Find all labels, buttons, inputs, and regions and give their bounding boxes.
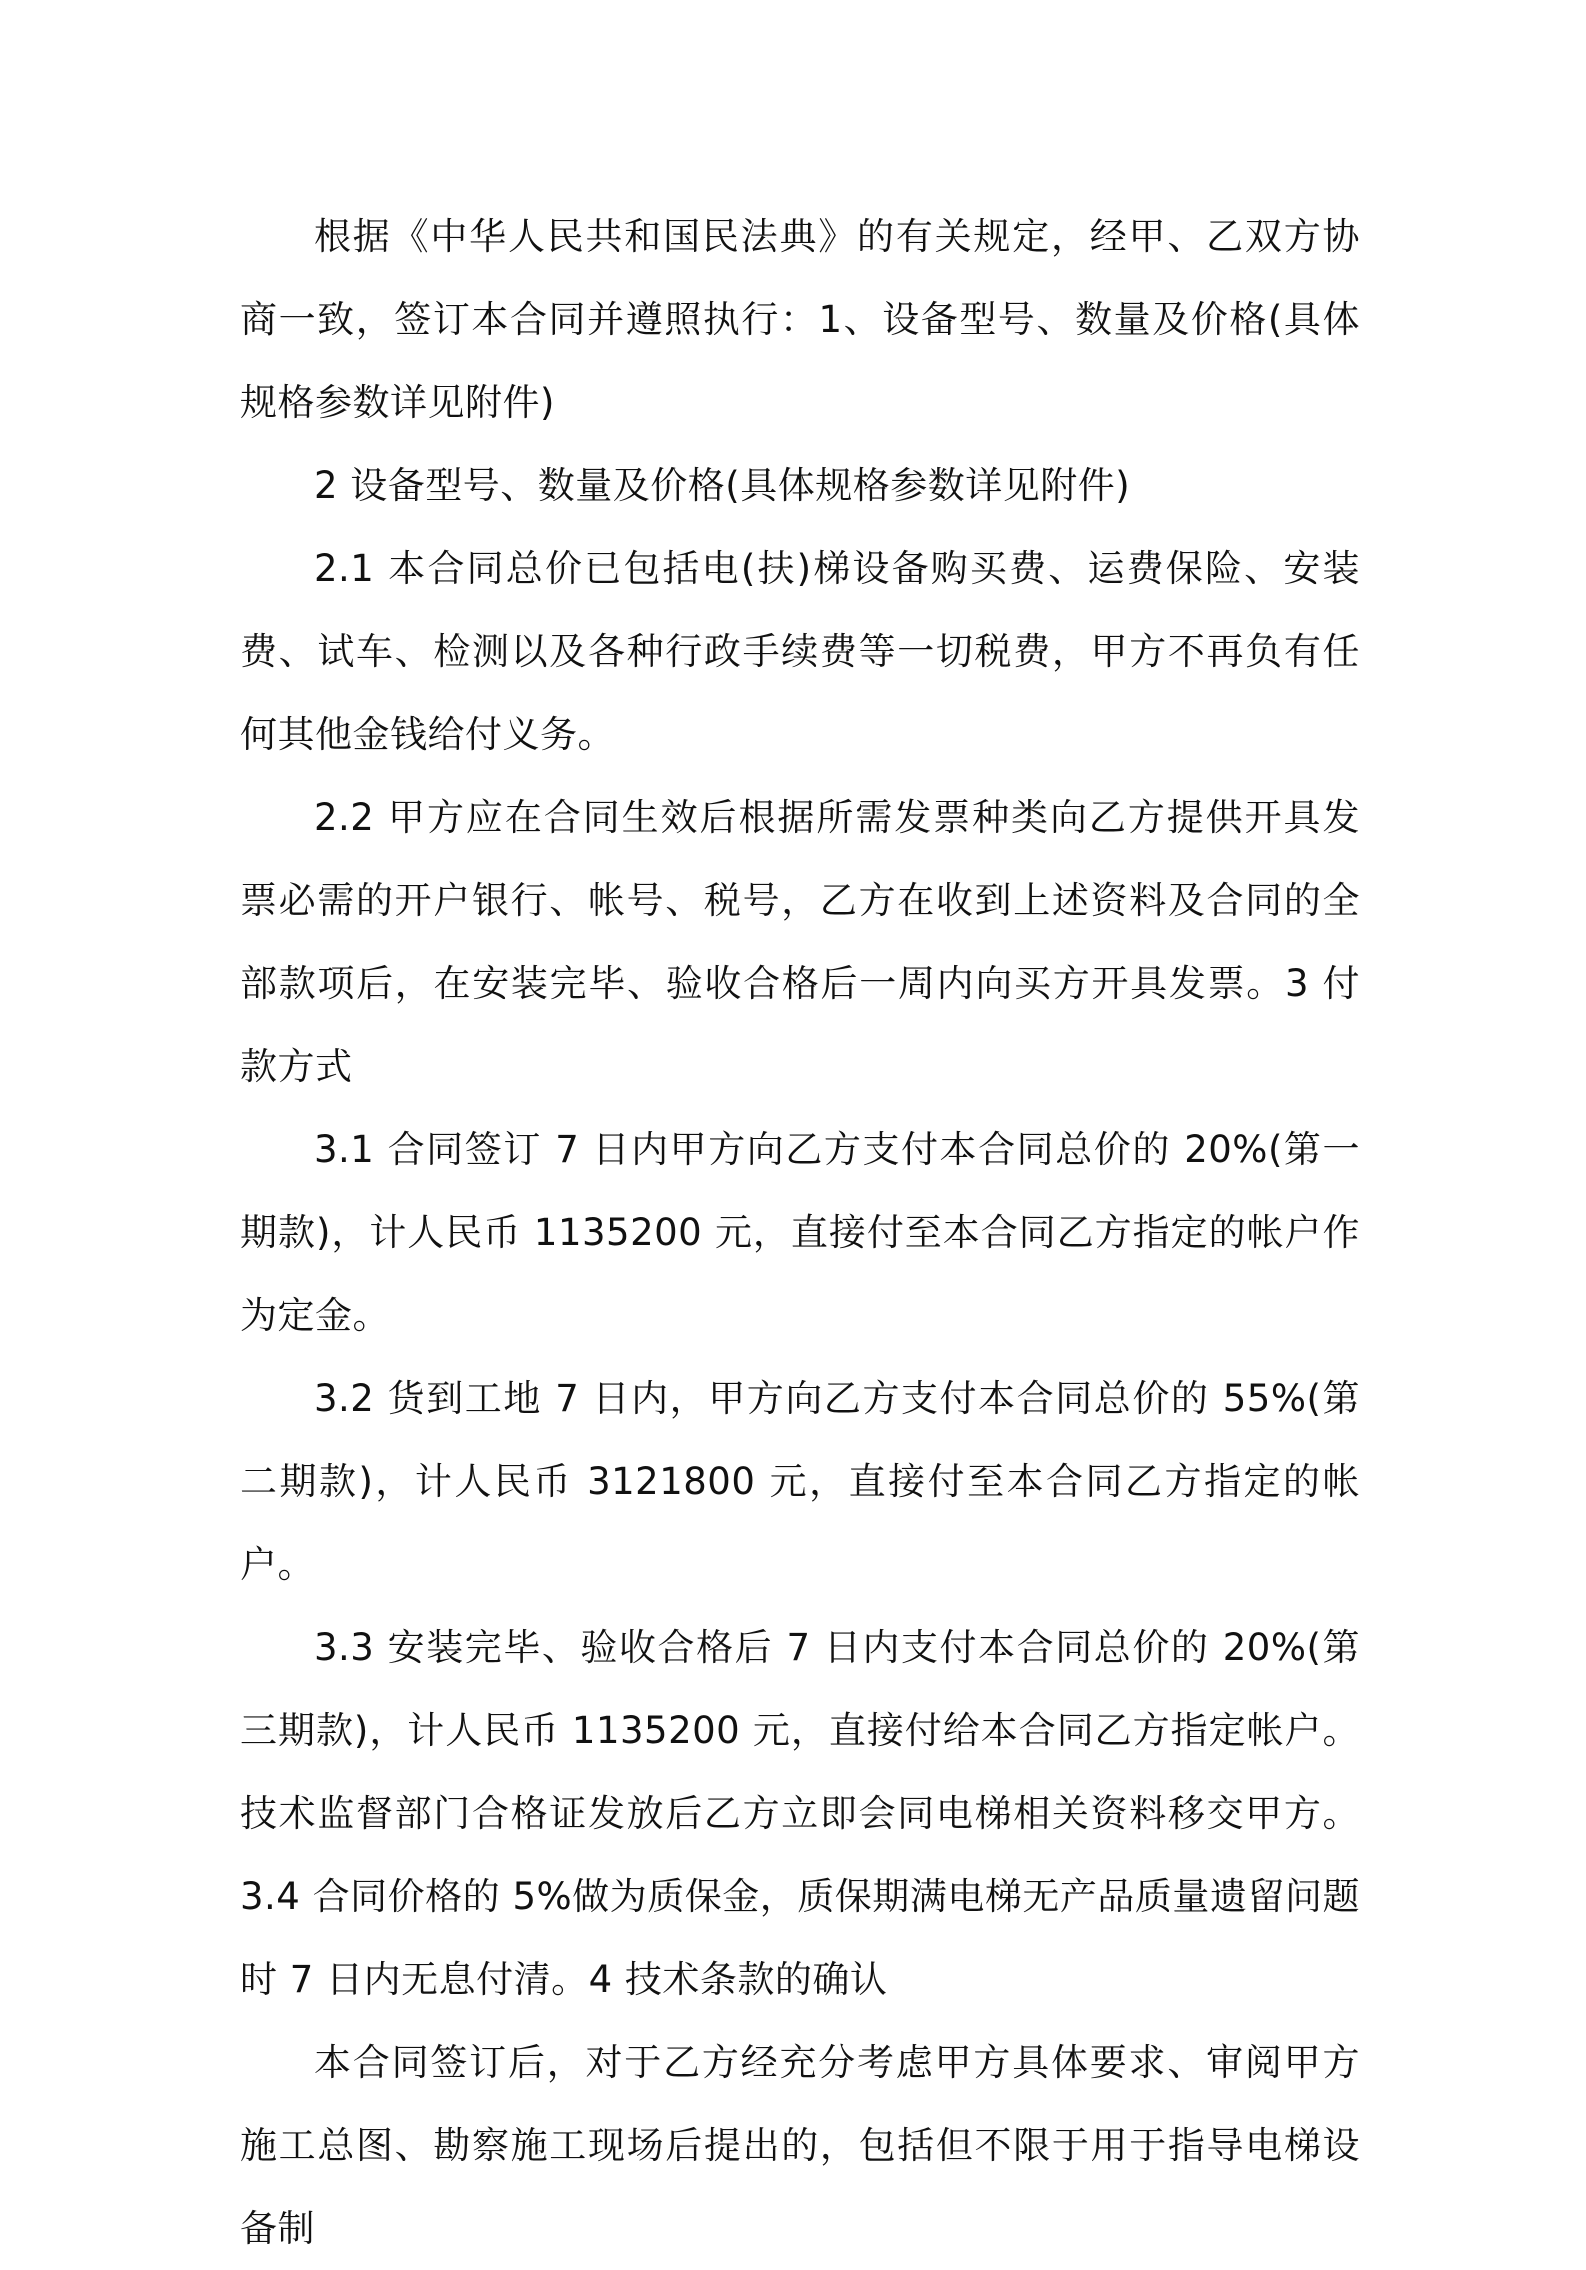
paragraph-legal-basis: 根据《中华人民共和国民法典》的有关规定，经甲、乙双方协商一致，签订本合同并遵照执行：1、设备型号、数量及价格(具体规格参数详见附件) bbox=[240, 215, 1360, 424]
paragraph-section-2-1: 2.1 本合同总价已包括电(扶)梯设备购买费、运费保险、安装费、试车、检测以及各种行政手续费等一切税费，甲方不再负有任何其他金钱给付义务。 bbox=[240, 547, 1360, 756]
paragraph-technical-terms: 本合同签订后，对于乙方经充分考虑甲方具体要求、审阅甲方施工总图、勘察施工现场后提出的，包括但不限于用于指导电梯设备制 bbox=[240, 2041, 1360, 2250]
paragraph-section-2-2: 2.2 甲方应在合同生效后根据所需发票种类向乙方提供开具发票必需的开户银行、帐号、税号，乙方在收到上述资料及合同的全部款项后，在安装完毕、验收合格后一周内向买方开具发票。3 付款方式 bbox=[240, 796, 1360, 1088]
paragraph-section-3-2: 3.2 货到工地 7 日内，甲方向乙方支付本合同总价的 55%(第二期款)，计人民币 3121800 元，直接付至本合同乙方指定的帐户。 bbox=[240, 1377, 1360, 1586]
paragraph-section-3-1: 3.1 合同签订 7 日内甲方向乙方支付本合同总价的 20%(第一期款)，计人民币 1135200 元，直接付至本合同乙方指定的帐户作为定金。 bbox=[240, 1128, 1360, 1337]
paragraph-section-2-heading: 2 设备型号、数量及价格(具体规格参数详见附件) bbox=[314, 464, 1131, 507]
document-body bbox=[240, 195, 1360, 2270]
paragraph-section-3-3: 3.3 安装完毕、验收合格后 7 日内支付本合同总价的 20%(第三期款)，计人民币 1135200 元，直接付给本合同乙方指定帐户。技术监督部门合格证发放后乙方立即会同电梯相关资料移交甲方。3.4 合同价格的 5%做为质保金，质保期满电梯无产品质量遗留问题时 7 日内无息付清。4 技术条款的确认 bbox=[240, 1626, 1360, 2001]
